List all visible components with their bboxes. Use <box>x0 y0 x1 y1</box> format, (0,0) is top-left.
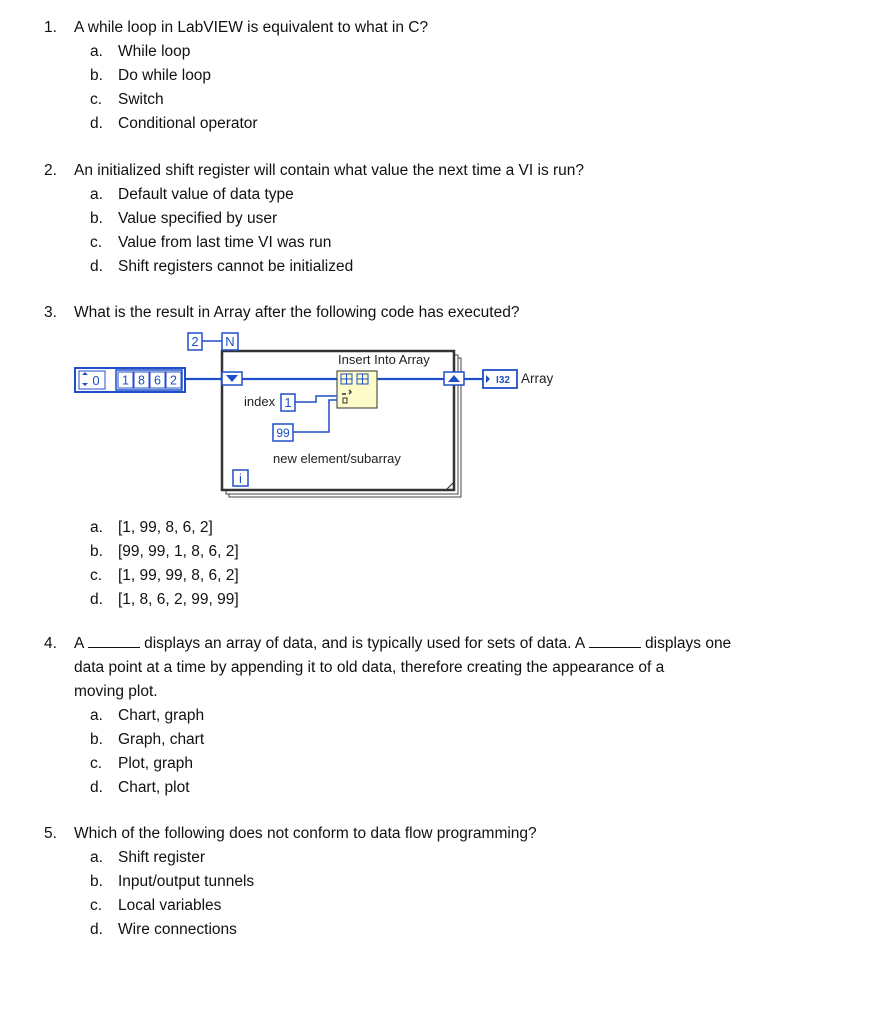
option-letter: b. <box>90 67 103 84</box>
question-text: What is the result in Array after the following code has executed? <box>74 304 520 321</box>
answer-blank-2 <box>589 633 641 648</box>
question-5-stem <box>44 822 537 846</box>
array-cell-value: 2 <box>170 373 177 388</box>
option-text: While loop <box>118 43 191 60</box>
option-c <box>90 894 537 918</box>
question-number: 1. <box>44 19 57 36</box>
option-letter: d. <box>90 115 103 132</box>
question-number: 2. <box>44 162 57 179</box>
option-letter: b. <box>90 210 103 227</box>
option-letter: b. <box>90 543 103 560</box>
array-cell-value: 6 <box>154 373 161 388</box>
option-letter: c. <box>90 91 103 108</box>
option-letter: a. <box>90 519 103 536</box>
indicator-type: I32 <box>496 375 510 386</box>
question-2-stem <box>44 159 584 183</box>
option-text: Value specified by user <box>118 210 278 227</box>
option-text: Chart, plot <box>118 779 190 796</box>
option-letter: c. <box>90 234 103 251</box>
option-letter: d. <box>90 258 103 275</box>
question-1-stem <box>44 16 428 40</box>
option-text: Local variables <box>118 897 222 914</box>
labview-block-diagram <box>70 324 570 506</box>
option-text: Default value of data type <box>118 186 294 203</box>
question-3-stem <box>44 301 519 325</box>
option-text: [1, 99, 99, 8, 6, 2] <box>118 567 239 584</box>
answer-blank-1 <box>88 633 140 648</box>
option-text: Input/output tunnels <box>118 873 255 890</box>
question-number: 3. <box>44 304 57 321</box>
question-4-stem-line-3: moving plot. <box>74 683 158 700</box>
option-d <box>90 255 584 279</box>
option-letter: c. <box>90 755 103 772</box>
option-text: Shift register <box>118 849 206 866</box>
question-text-part-2: displays an array of data, and is typically used for sets of data. A <box>144 635 585 652</box>
option-letter: d. <box>90 591 103 608</box>
option-b <box>90 207 584 231</box>
question-5 <box>44 822 537 942</box>
option-letter: a. <box>90 43 103 60</box>
array-cell-value: 8 <box>138 373 145 388</box>
option-text: Switch <box>118 91 164 108</box>
question-2 <box>44 159 584 279</box>
question-text: Which of the following does not conform to data flow programming? <box>74 825 537 842</box>
option-letter: b. <box>90 731 103 748</box>
option-a <box>90 704 731 728</box>
option-text: [1, 99, 8, 6, 2] <box>118 519 213 536</box>
option-a <box>90 846 537 870</box>
question-3-options <box>44 516 239 612</box>
array-cell-value: 1 <box>122 373 129 388</box>
option-text: Chart, graph <box>118 707 205 724</box>
count-terminal-label: N <box>225 334 235 349</box>
option-c <box>90 231 584 255</box>
index-label: index <box>244 394 276 409</box>
question-4-stem <box>44 632 731 656</box>
question-text: An initialized shift register will contain what value the next time a VI is run? <box>74 162 585 179</box>
option-text: [1, 8, 6, 2, 99, 99] <box>118 591 239 608</box>
option-d <box>90 776 731 800</box>
insert-into-array-label: Insert Into Array <box>338 352 430 367</box>
option-a <box>90 183 584 207</box>
question-text-part-1: A <box>74 635 84 652</box>
question-4-stem-line-2: data point at a time by appending it to old data, therefore creating the appearance of a <box>74 659 665 676</box>
option-letter: b. <box>90 873 103 890</box>
element-value: 99 <box>276 426 290 440</box>
option-d <box>90 112 428 136</box>
index-value: 1 <box>284 395 292 410</box>
option-letter: d. <box>90 779 103 796</box>
option-letter: c. <box>90 567 103 584</box>
array-index-value: 0 <box>92 373 100 388</box>
loop-count-value: 2 <box>191 334 199 349</box>
option-text: Wire connections <box>118 921 237 938</box>
option-letter: d. <box>90 921 103 938</box>
option-letter: a. <box>90 849 103 866</box>
indicator-label: Array <box>521 371 554 386</box>
question-3 <box>44 301 519 325</box>
question-text: A while loop in LabVIEW is equivalent to what in C? <box>74 19 429 36</box>
option-b <box>90 728 731 752</box>
question-text <box>74 632 731 656</box>
option-text: Conditional operator <box>118 115 258 132</box>
iteration-terminal-label: i <box>239 471 242 486</box>
option-letter: a. <box>90 707 103 724</box>
option-c <box>90 752 731 776</box>
option-letter: a. <box>90 186 103 203</box>
option-c <box>90 88 428 112</box>
question-1 <box>44 16 428 136</box>
element-label: new element/subarray <box>273 451 401 466</box>
option-a <box>90 40 428 64</box>
option-text: Shift registers cannot be initialized <box>118 258 354 275</box>
question-4 <box>44 632 731 800</box>
option-b <box>90 64 428 88</box>
option-b <box>90 870 537 894</box>
option-d <box>90 918 537 942</box>
option-text: Value from last time VI was run <box>118 234 332 251</box>
option-letter: c. <box>90 897 103 914</box>
question-text-part-3: displays one <box>645 635 732 652</box>
option-text: [99, 99, 1, 8, 6, 2] <box>118 543 239 560</box>
option-text: Graph, chart <box>118 731 205 748</box>
question-number: 4. <box>44 635 57 652</box>
option-text: Do while loop <box>118 67 212 84</box>
question-number: 5. <box>44 825 57 842</box>
option-text: Plot, graph <box>118 755 193 772</box>
